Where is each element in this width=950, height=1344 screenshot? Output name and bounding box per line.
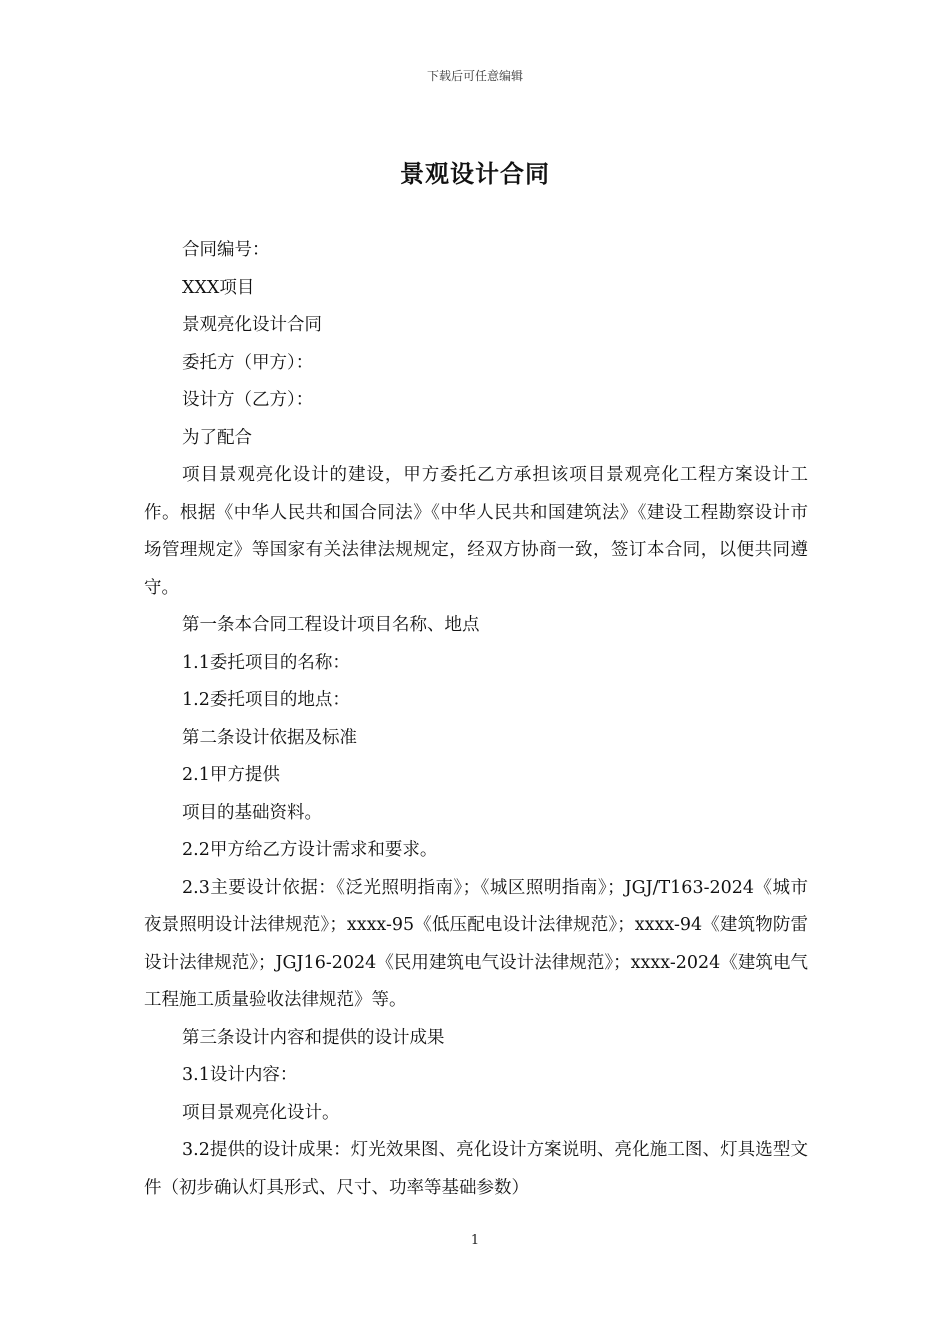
header-note: 下载后可任意编辑 [426, 69, 523, 83]
paragraph-party-b: 设计方（乙方）： [182, 390, 314, 410]
paragraph-project-name: XXX项目 [182, 277, 255, 298]
paragraph-2-1-detail: 项目的基础资料。 [182, 802, 322, 823]
paragraph-party-a: 委托方（甲方）： [182, 352, 314, 373]
heading-article-3: 第三条设计内容和提供的设计成果 [182, 1027, 445, 1048]
paragraph-contract-type: 景观亮化设计合同 [182, 315, 322, 335]
paragraph-3-2: 3.2提供的设计成果：灯光效果图、亮化设计方案说明、亮化施工图、灯具选型文件（初步确认灯具形式、尺寸、功率等基础参数） [144, 1140, 808, 1198]
paragraph-1-1: 1.1委托项目的名称： [182, 652, 350, 673]
document-title: 景观设计合同 [400, 159, 550, 188]
document-body [144, 232, 808, 1207]
paragraph-2-1: 2.1甲方提供 [182, 765, 280, 785]
paragraph-2-3: 2.3主要设计依据：《泛光照明指南》；《城区照明指南》；JGJ/T163-2024《城市夜景照明设计法律规范》；xxxx-95《低压配电设计法律规范》；xxxx-94《建筑物防雷设计法律规范》；JGJ16-2024《民用建筑电气设计法律规范》；xxxx-2024《建筑电气工程施工质量验收法律规范》等。 [144, 877, 808, 1010]
paragraph-intro-body: 项目景观亮化设计的建设，甲方委托乙方承担该项目景观亮化工程方案设计工作。根据《中华人民共和国合同法》《中华人民共和国建筑法》《建设工程勘察设计市场管理规定》等国家有关法律法规规定，经双方协商一致，签订本合同，以便共同遵守。 [144, 465, 808, 598]
paragraph-2-2: 2.2甲方给乙方设计需求和要求。 [182, 840, 438, 860]
paragraph-1-2: 1.2委托项目的地点： [182, 690, 350, 710]
paragraph-intro-lead: 为了配合 [182, 427, 252, 448]
paragraph-3-1-detail: 项目景观亮化设计。 [182, 1102, 340, 1123]
heading-article-1: 第一条本合同工程设计项目名称、地点 [182, 615, 480, 635]
heading-article-2: 第二条设计依据及标准 [182, 727, 357, 748]
paragraph-3-1: 3.1设计内容： [182, 1065, 298, 1085]
paragraph-contract-number: 合同编号： [182, 240, 270, 260]
page-number: 1 [470, 1233, 480, 1248]
